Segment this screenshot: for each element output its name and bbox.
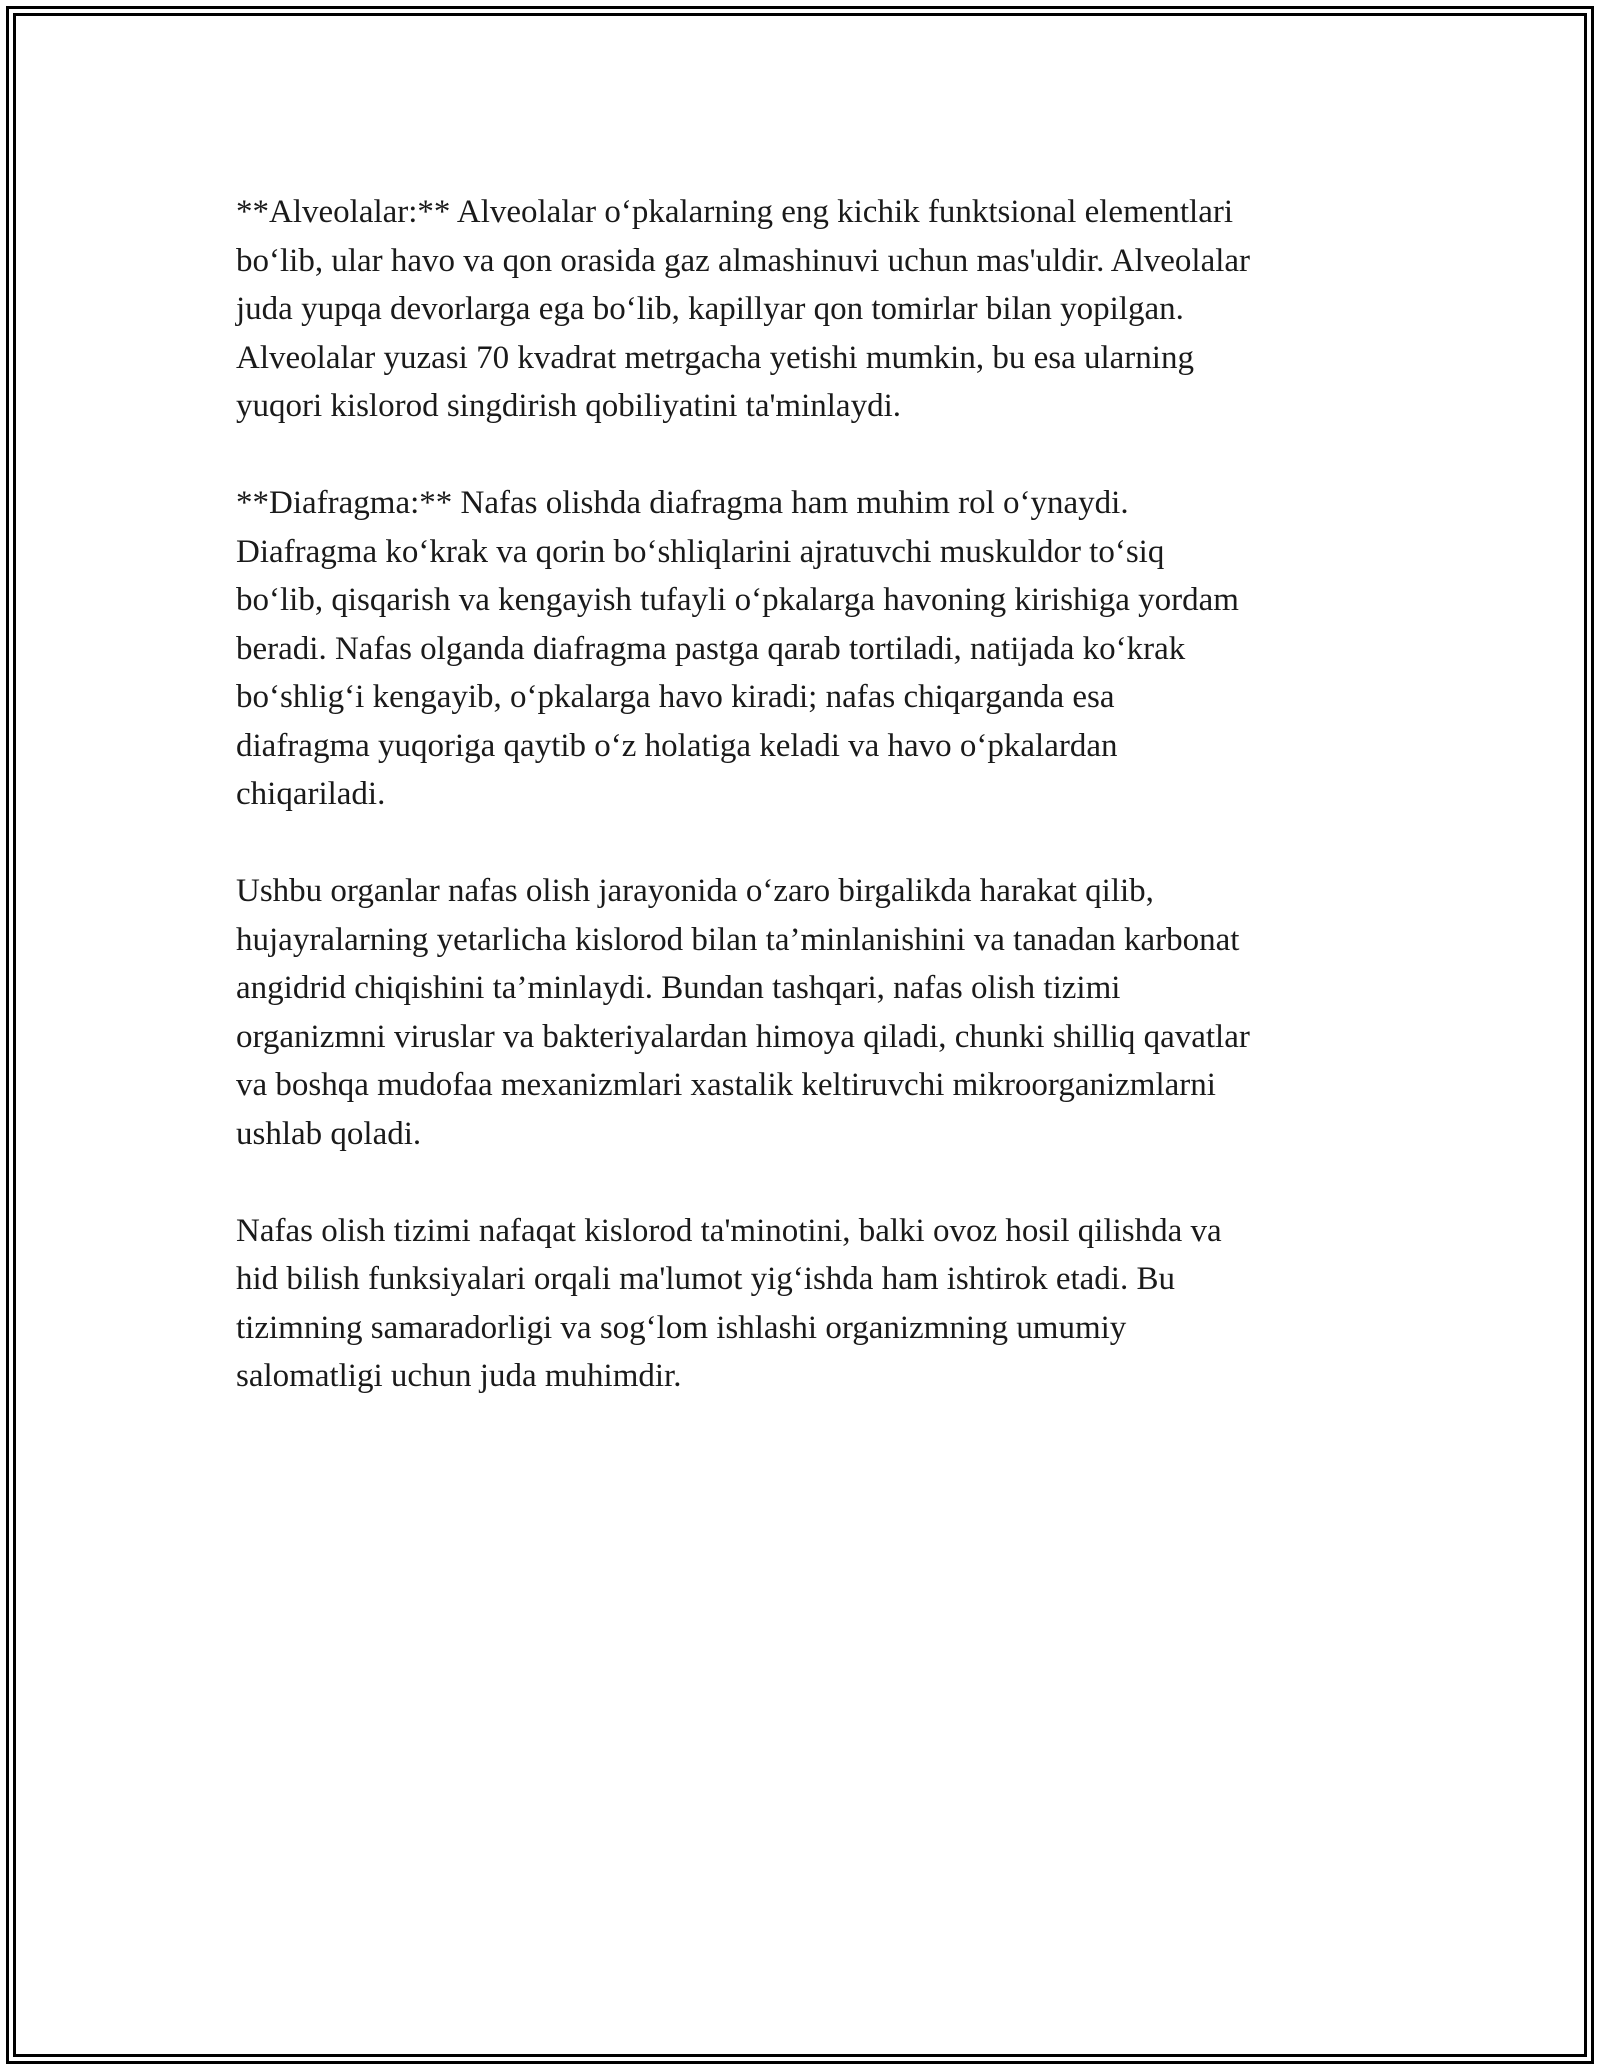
paragraph-alveolalar: **Alveolalar:** Alveolalar o‘pkalarning eng kichik funktsional elementlari bo‘lib, ular havo va qon orasida gaz almashinuvi uchun mas'uldir. Alveolalar juda yupqa devorlarga ega bo‘lib, kapillyar qon tomirlar bilan yopilgan. Alveolalar yuzasi 70 kvadrat metrgacha yetishi mumkin, bu esa ularning yuqori kislorod singdirish qobiliyatini ta'minlaydi. — [236, 194, 1251, 424]
paragraph-nafas-tizimi: Nafas olish tizimi nafaqat kislorod ta'minotini, balki ovoz hosil qilishda va hid bilish funksiyalari orqali ma'lumot yig‘ishda ham ishtirok etadi. Bu tizimning samaradorligi va sog‘lom ishlashi organizmning umumiy salomatligi uchun juda muhimdir. — [236, 1212, 1222, 1394]
document-body — [236, 188, 1376, 1449]
paragraph-organlar: Ushbu organlar nafas olish jarayonida o‘zaro birgalikda harakat qilib, hujayralarning yetarlicha kislorod bilan ta’minlanishini va tanadan karbonat angidrid chiqishini ta’minlaydi. Bundan tashqari, nafas olish tizimi organizmni viruslar va bakteriyalardan himoya qiladi, chunki shilliq qavatlar va boshqa mudofaa mexanizmlari xastalik keltiruvchi mikroorganizmlarni ushlab qoladi. — [236, 873, 1250, 1152]
paragraph-diafragma: **Diafragma:** Nafas olishda diafragma ham muhim rol o‘ynaydi. Diafragma ko‘krak va qorin bo‘shliqlarini ajratuvchi muskuldor to‘siq bo‘lib, qisqarish va kengayish tufayli o‘pkalarga havoning kirishiga yordam beradi. Nafas olganda diafragma pastga qarab tortiladi, natijada ko‘krak bo‘shlig‘i kengayib, o‘pkalarga havo kiradi; nafas chiqarganda esa diafragma yuqoriga qaytib o‘z holatiga keladi va havo o‘pkalardan chiqariladi. — [236, 485, 1239, 812]
